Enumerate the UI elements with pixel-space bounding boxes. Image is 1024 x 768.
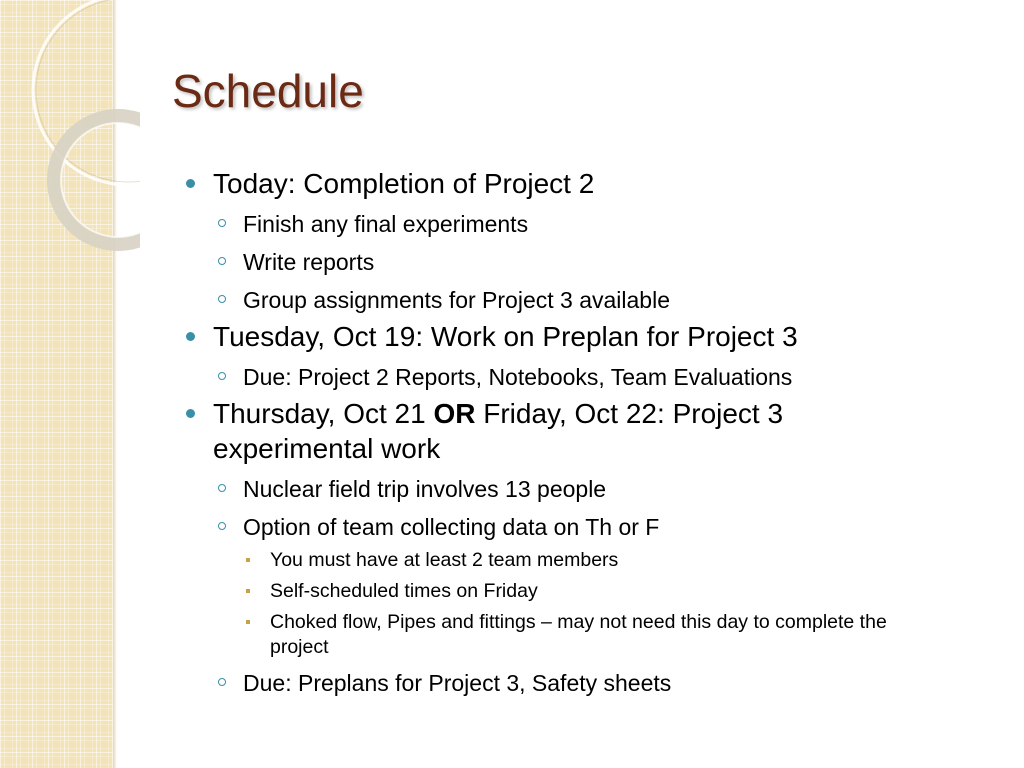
sub-bullet-item (186, 209, 946, 239)
bullet-ring-icon (218, 372, 226, 380)
sub-bullet-text: Option of team collecting data on Th or F (243, 514, 660, 540)
bullet-dot-icon (186, 179, 195, 188)
bullet-ring-icon (218, 257, 226, 265)
sub-bullet-text: Due: Preplans for Project 3, Safety sheets (243, 670, 672, 696)
decorative-circles (0, 0, 140, 300)
sub-bullet-text: Due: Project 2 Reports, Notebooks, Team Evaluations (243, 364, 793, 390)
sub-bullet-item (186, 668, 946, 698)
sub-bullet-item (186, 512, 946, 542)
bullet-text: Tuesday, Oct 19: Work on Preplan for Project 3 (213, 321, 798, 352)
bullet-dot-icon (186, 409, 195, 418)
bullet-ring-icon (218, 484, 226, 492)
bullet-ring-icon (218, 678, 226, 686)
sub-sub-bullet-text: Choked flow, Pipes and fittings – may not need this day to complete the project (270, 611, 887, 658)
bullet-text-part1: Thursday, Oct 21 (213, 398, 434, 429)
bullet-list (186, 162, 946, 698)
bullet-dot-icon (186, 332, 195, 341)
sub-bullet-item (186, 247, 946, 277)
bullet-ring-icon (218, 219, 226, 227)
sub-sub-bullet-text: You must have at least 2 team members (270, 549, 619, 571)
bullet-text-bold: OR (433, 398, 476, 429)
sub-bullet-text: Write reports (243, 249, 375, 275)
sub-bullet-text: Finish any final experiments (243, 211, 529, 237)
bullet-text-part2: Friday, Oct 22: Project 3 experimental work (213, 398, 784, 464)
bullet-text: Today: Completion of Project 2 (213, 168, 595, 199)
bullet-square-icon (246, 558, 250, 562)
sub-bullet-text: Group assignments for Project 3 available (243, 287, 670, 313)
sub-sub-bullet-item (186, 610, 946, 660)
bullet-square-icon (246, 620, 250, 624)
sub-bullet-item (186, 362, 946, 392)
sub-sub-bullet-text: Self-scheduled times on Friday (270, 580, 538, 602)
bullet-item (186, 396, 946, 466)
bullet-ring-icon (218, 295, 226, 303)
sub-sub-bullet-item (186, 548, 946, 573)
sub-bullet-item (186, 474, 946, 504)
bullet-item (186, 319, 946, 354)
bullet-ring-icon (218, 522, 226, 530)
sub-bullet-item (186, 285, 946, 315)
slide-title: Schedule (172, 65, 364, 117)
bullet-square-icon (246, 589, 250, 593)
sub-sub-bullet-item (186, 579, 946, 604)
bullet-item (186, 166, 946, 201)
sub-bullet-text: Nuclear field trip involves 13 people (243, 476, 607, 502)
